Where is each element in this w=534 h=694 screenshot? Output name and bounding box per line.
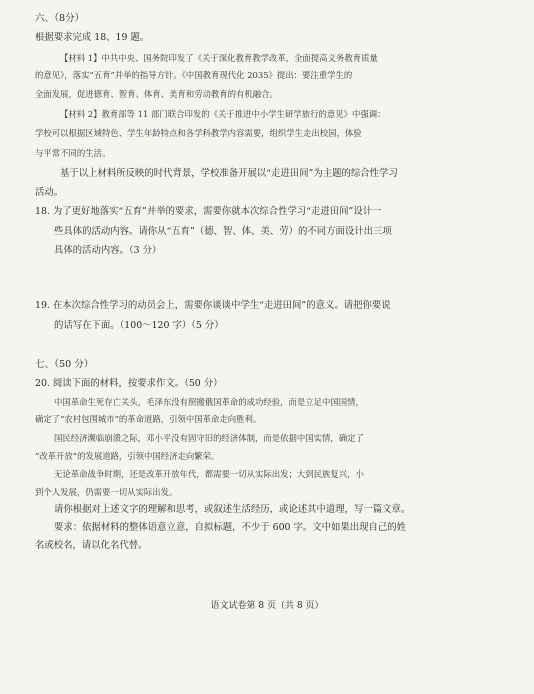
material-2-line: 与平常不同的生活。 [35, 148, 111, 158]
essay-material-line: 确定了“农村包围城市”的革命道路，引领中国革命走向胜利。 [35, 414, 262, 424]
material-2-line: 学校可以根据区域特色、学生年龄特点和各学科教学内容需要，组织学生走出校园，体验 [35, 128, 362, 138]
essay-material-line: 到个人发展，仍需要一切从实际出发。 [35, 487, 178, 497]
material-2-line: 【材料 2】教育部等 11 部门联合印发的《关于推进中小学生研学旅行的意见》中强调： [60, 109, 386, 119]
essay-requirement-line: 要求：依据材料的整体语意立意，自拟标题，不少于 600 字。文中如果出现自己的姓 [54, 522, 406, 533]
section-6-instruction: 根据要求完成 18、19 题。 [35, 32, 150, 43]
section-7-heading: 七、（50 分） [35, 359, 94, 370]
background-line: 活动。 [35, 187, 64, 198]
material-1-line: 【材料 1】中共中央、国务院印发了《关于深化教育教学改革，全面提高义务教育质量 [60, 53, 378, 63]
material-1-line: 的意见》，落实“五育”并举的指导方针。《中国教育现代化 2035》提出：要注重学生的 [35, 70, 353, 80]
page-footer: 语文试卷第 8 页（共 8 页） [210, 601, 324, 611]
question-20-title: 20. 阅读下面的材料，按要求作文。（50 分） [35, 378, 223, 389]
essay-material-line: 无论革命战争时期，还是改革开放年代，都需要一切从实际出发；大到民族复兴，小 [54, 469, 364, 479]
question-18-line: 18. 为了更好地落实“五育”并举的要求，需要你就本次综合性学习“走进田间”设计一 [35, 206, 382, 217]
essay-material-line: “改革开放”的发展道路，引领中国经济走向繁荣。 [35, 451, 220, 461]
material-1-line: 全面发展，促进德育、智育、体育、美育和劳动教育的有机融合。 [35, 89, 278, 99]
question-19-line: 19. 在本次综合性学习的动员会上，需要你谈谈中学生“走进田间”的意义。请把你要说 [35, 300, 391, 311]
essay-material-line: 国民经济濒临崩溃之际，邓小平没有固守旧的经济体制，而是依据中国实情，确定了 [54, 433, 364, 443]
question-18-line: 些具体的活动内容。请你从“五育”（德、智、体、美、劳）的不同方面设计出三项 [54, 226, 392, 237]
essay-material-line: 中国革命生死存亡关头，毛泽东没有照搬俄国革命的成功经验，而是立足中国国情， [54, 397, 364, 407]
essay-instruction: 请你根据对上述文字的理解和思考，或叙述生活经历，或论述其中道理，写一篇文章。 [54, 504, 411, 515]
question-18-line: 具体的活动内容。（3 分） [54, 245, 162, 256]
section-6-heading: 六、（8分） [35, 13, 85, 24]
background-line: 基于以上材料所反映的时代背景，学校准备开展以“走进田间”为主题的综合性学习 [60, 168, 398, 179]
essay-requirement-line: 名或校名，请以化名代替。 [35, 540, 148, 551]
question-19-line: 的话写在下面。（100～120 字）（5 分） [54, 320, 224, 331]
